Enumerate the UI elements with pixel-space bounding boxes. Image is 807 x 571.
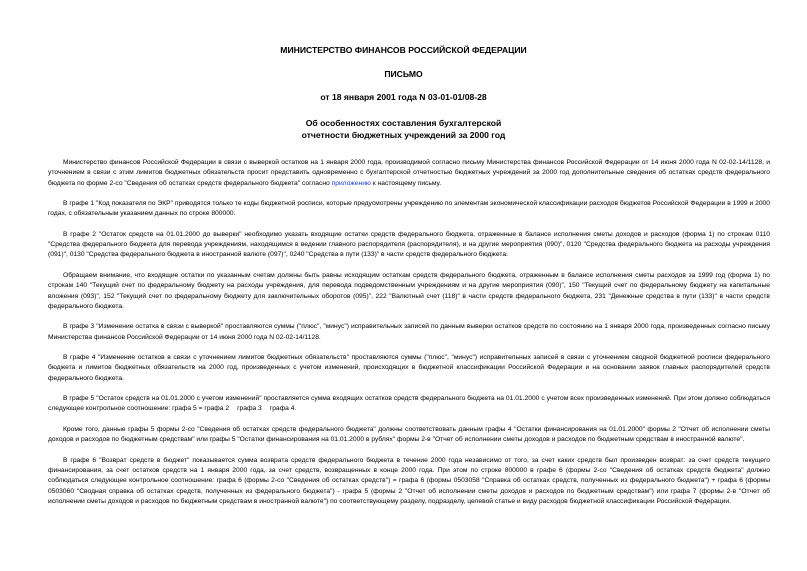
document-body <box>48 158 770 517</box>
document-type-heading: ПИСЬМО <box>384 69 423 79</box>
paragraph-7-text: В графе 5 "Остаток средств на 01.01.2000 с учетом изменений" проставляется сумма входящих остатков средств федерального бюджета на 01.01.2000 с учетом всех произведенных изменений. При этом должно соблюдаться следующее контрольное соотношение: графа 5 = графа 2 <box>48 395 770 413</box>
paragraph-3: В графе 2 "Остаток средств на 01.01.2000 до выверки" необходимо указать входящие остатки средств федерального бюджета, отраженные в балансе исполнения сметы доходов и расходов (форма 1) по строкам 0110 "Средства федерального бюджета для перевода учреждениям, находящимся в ведении главного распорядителя (распорядителя), и на другие мероприятия (090)", 0120 "Средства федерального бюджета на расходы учреждения (091)", 0130 "Средства федерального бюджета в иностранной валюте (097)", 0240 "Средства в пути (133)" в части средств федерального бюджета. <box>48 230 770 259</box>
paragraph-7-term-2: графа 3 <box>237 405 262 413</box>
document-title-line-2: отчетности бюджетных учреждений за 2000 год <box>301 130 506 140</box>
paragraph-1 <box>48 158 770 189</box>
document-date-number: от 18 января 2001 года N 03-01-01/08-28 <box>320 92 487 102</box>
ministry-heading: МИНИСТЕРСТВО ФИНАНСОВ РОССИЙСКОЙ ФЕДЕРАЦИИ <box>280 45 527 55</box>
paragraph-7 <box>48 394 770 415</box>
paragraph-2: В графе 1 "Код показателя по ЭКР" приводятся только те коды бюджетной росписи, которые предусмотрены учреждению по элементам экономической классификации расходов бюджетов Российской Федерации в 1999 и 2000 годах, с обязательным указанием данных по строке 800000. <box>48 200 770 218</box>
paragraph-1-text-b: к настоящему письму. <box>370 179 442 187</box>
appendix-link[interactable]: приложению <box>331 179 371 187</box>
paragraph-7-term-3: графа 4. <box>269 405 297 413</box>
document-title-line-1: Об особенностях составления бухгалтерской <box>305 118 502 128</box>
paragraph-9: В графе 6 "Возврат средств в бюджет" показывается сумма возврата средств федерального бюджета в течение 2000 года независимо от того, за счет каких средств был произведен возврат: за счет средств текущего финансирования, за счет остатков средств на 1 января 2000 года, за счет средств, возвращенных в конце 2000 года. При этом по строке 800000 в графе 6 (формы 2-со "Сведения об остатках средств бюджета" должно соблюдаться следующее контрольное соотношение: графа 6 (формы 2-со "Сведения об остатках средств") = графа 6 (формы 0503058 "Справка об остатках средств, полученных из федерального бюджета") + графа 6 (формы 0503060 "Сводная справка об остатках средств, полученных из федерального бюджета") - графа 5 (формы 2 "Отчет об исполнении сметы доходов и расходов по бюджетным средствам") или графа 7 (формы 2-в "Отчет об исполнении сметы доходов и расходов по бюджетным средствам в иностранной валюте") по соответствующему разделу, подразделу, целевой статье и виду расходов бюджетной классификации Российской Федерации. <box>48 456 770 505</box>
paragraph-5: В графе 3 "Изменение остатка в связи с выверкой" проставляются суммы ("плюс", "минус") исправительных записей по данным выверки остатков средств по состоянию на 1 января 2000 года, произведенных согласно письму Министерства финансов Российской Федерации от 14 июня 2000 года N 02-02-14/1128. <box>48 323 770 341</box>
paragraph-4: Обращаем внимание, что входящие остатки по указанным счетам должны быть равны исходящим остаткам средств федерального бюджета, отраженным в балансе исполнения сметы расходов за 1999 год (форма 1) по строкам 140 "Текущий счет по федеральному бюджету на расходы учреждения, для перевода подведомственным учреждениям и на другие мероприятия (090)", 150 "Текущий счет по федеральному бюджету на капитальные вложения (093)", 152 "Текущий счет по федеральному бюджету для заключительных оборотов (095)", 222 "Валютный счет (118)" в части средств федерального бюджета, 231 "Денежные средства в пути (133)" в части средств федерального бюджета. <box>48 271 770 310</box>
paragraph-6: В графе 4 "Изменение остатков в связи с уточнением лимитов бюджетных обязательств" проставляются суммы ("плюс", "минус") исправительных записей в связи с уточнением сводной бюджетной росписи федерального бюджета и лимитов бюджетных обязательств на 2000 год, произведенных с учетом изменений, происходящих в бюджетной классификации Российской Федерации и на основании заявок главных распорядителей средств федерального бюджета. <box>48 354 770 382</box>
paragraph-1-text-a: Министерство финансов Российской Федерации в связи с выверкой остатков на 1 января 2000 года, производимой согласно письму Министерства финансов Российской Федерации от 14 июня 2000 года N 02-02-14/1128, и уточнением в связи с этим лимитов бюджетных обязательств просит представить одновременно с бухгалтерской отчетностью бюджетных учреждений за 2000 год дополнительные сведения об остатках средств федерального бюджета по форме 2-со "Сведения об остатках средств федерального бюджета" согласно <box>48 159 770 187</box>
paragraph-8: Кроме того, данные графы 5 формы 2-со "Сведения об остатках средств федерального бюджета" должны соответствовать данным графы 4 "Остатки финансирования на 01.01.2000" формы 2 "Отчет об исполнении сметы доходов и расходов по бюджетным средствам" или графы 5 "Остатки финансирования на 01.01.2000 в рублях" формы 2-в "Отчет об исполнении сметы доходов и расходов по бюджетным средствам в иностранной валюте". <box>48 425 770 444</box>
